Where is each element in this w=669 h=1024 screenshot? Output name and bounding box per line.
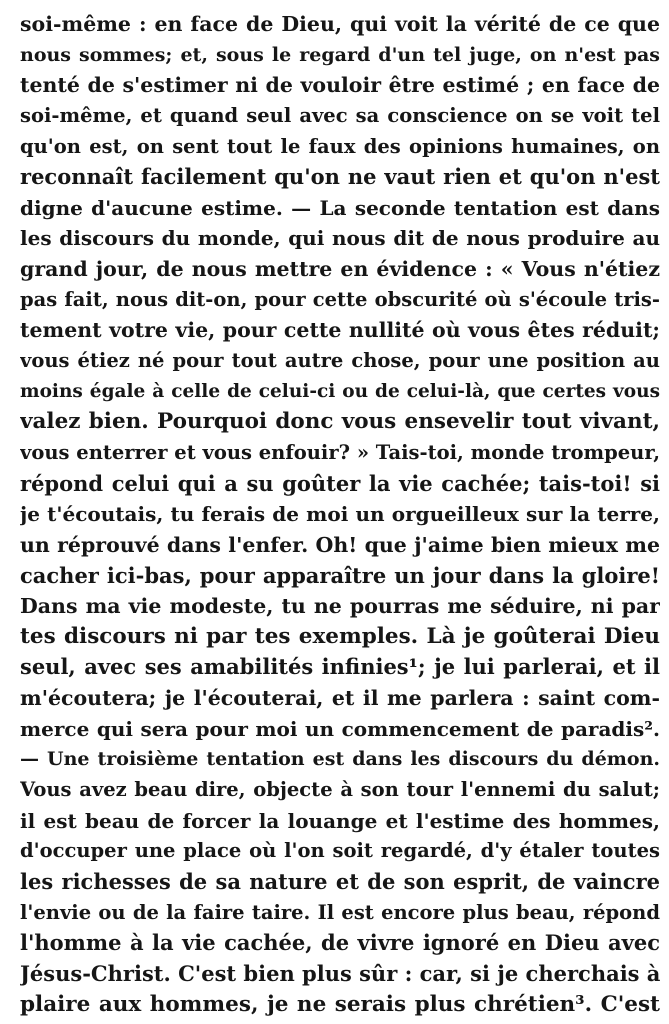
text-line-31: l'homme à la vie cachée, de vivre ignoré en Dieu avec	[20, 930, 660, 956]
text-line-4: soi-même, et quand seul avec sa conscience on se voit tel	[20, 103, 660, 127]
text-line-11: tement votre vie, pour cette nullité où vous êtes réduit;	[20, 318, 660, 343]
text-line-9: grand jour, de nous mettre en évidence : « Vous n'étiez	[20, 257, 660, 282]
text-line-10: pas fait, nous dit-on, pour cette obscurité où s'écoule tris-	[20, 287, 660, 311]
text-line-30: l'envie ou de la faire taire. Il est encore plus beau, répond	[20, 900, 660, 924]
text-line-5: qu'on est, on sent tout le faux des opinions humaines, on	[20, 134, 660, 158]
text-line-19: cacher ici-bas, pour apparaître un jour dans la gloire!	[20, 562, 660, 588]
text-line-22: seul, avec ses amabilités infinies¹; je lui parlerai, et il	[20, 654, 660, 680]
text-line-23: m'écoutera; je l'écouterai, et il me parlera : saint com-	[20, 686, 660, 711]
text-line-12: vous étiez né pour tout autre chose, pour une position au	[20, 349, 660, 373]
text-line-32: Jésus-Christ. C'est bien plus sûr : car, si je cherchais à	[20, 960, 660, 986]
text-line-7: digne d'aucune estime. — La seconde tentation est dans	[20, 195, 660, 220]
text-line-28: d'occuper une place où l'on soit regardé, d'y étaler toutes	[20, 839, 660, 863]
text-line-6: reconnaît facilement qu'on ne vaut rien et qu'on n'est	[20, 164, 660, 190]
text-line-25: — Une troisième tentation est dans les discours du démon.	[20, 748, 660, 771]
text-line-24: merce qui sera pour moi un commencement de paradis².	[20, 716, 660, 741]
body-text	[20, 9, 660, 1020]
text-line-20: Dans ma vie modeste, tu ne pourras me séduire, ni par	[20, 594, 660, 619]
text-line-17: je t'écoutais, tu ferais de moi un orgueilleux sur la terre,	[20, 502, 660, 527]
text-line-3: tenté de s'estimer ni de vouloir être estimé ; en face de	[20, 73, 660, 98]
text-line-1: soi-même : en face de Dieu, qui voit la vérité de ce que	[20, 12, 660, 36]
text-line-13: moins égale à celle de celui-ci ou de celui-là, que certes vous	[20, 380, 660, 402]
text-line-16: répond celui qui a su goûter la vie cachée; tais-toi! si	[20, 470, 660, 496]
text-line-26: Vous avez beau dire, objecte à son tour l'ennemi du salut;	[20, 778, 660, 802]
text-line-15: vous enterrer et vous enfouir? » Tais-toi, monde trompeur,	[20, 440, 660, 464]
text-line-29: les richesses de sa nature et de son esprit, de vaincre	[20, 868, 660, 894]
text-line-2: nous sommes; et, sous le regard d'un tel juge, on n'est pas	[20, 43, 660, 66]
text-line-27: il est beau de forcer la louange et l'estime des hommes,	[20, 808, 660, 833]
text-line-33: plaire aux hommes, je ne serais plus chrétien³. C'est	[20, 991, 660, 1017]
text-line-21: tes discours ni par tes exemples. Là je goûterai Dieu	[20, 623, 660, 649]
text-line-8: les discours du monde, qui nous dit de nous produire au	[20, 226, 660, 251]
text-line-14: valez bien. Pourquoi donc vous ensevelir tout vivant,	[20, 409, 660, 435]
text-line-18: un réprouvé dans l'enfer. Oh! que j'aime bien mieux me	[20, 532, 660, 557]
